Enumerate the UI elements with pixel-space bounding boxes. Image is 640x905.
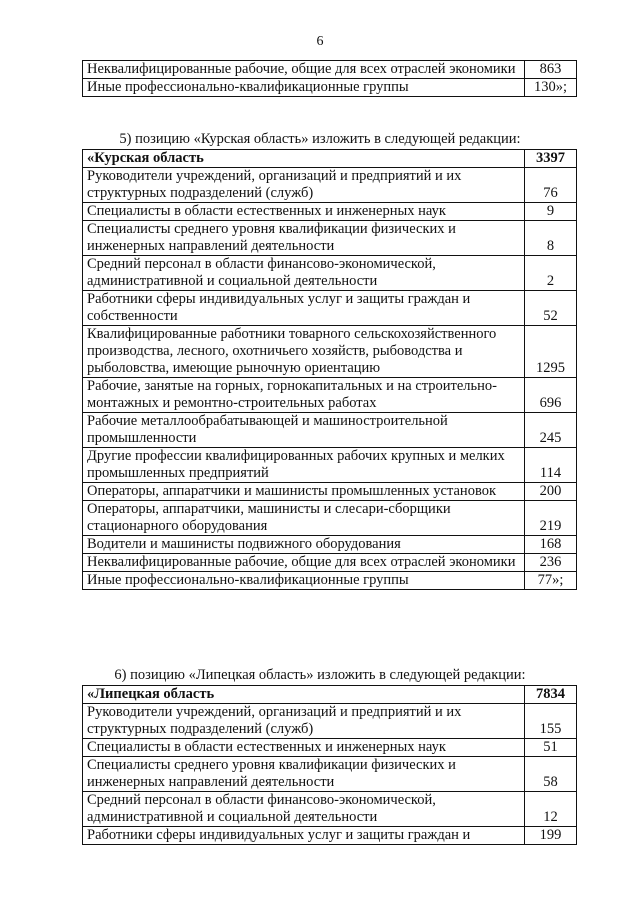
occupation-value: 199 bbox=[525, 827, 577, 845]
occupation-name: Специалисты среднего уровня квалификации физических и инженерных направлений деятельности bbox=[83, 221, 525, 256]
occupation-value: 52 bbox=[525, 291, 577, 326]
table-row bbox=[83, 256, 577, 291]
section-5-instruction: 5) позицию «Курская область» изложить в следующей редакции: bbox=[119, 131, 521, 147]
occupation-value: 863 bbox=[525, 61, 577, 79]
occupation-value: 8 bbox=[525, 221, 577, 256]
table-row bbox=[83, 203, 577, 221]
occupation-value: 77»; bbox=[525, 572, 577, 590]
occupation-value: 236 bbox=[525, 554, 577, 572]
table-row bbox=[83, 221, 577, 256]
occupation-name: Неквалифицированные рабочие, общие для всех отраслей экономики bbox=[83, 554, 525, 572]
occupation-name: Другие профессии квалифицированных рабочих крупных и мелких промышленных предприятий bbox=[83, 448, 525, 483]
table-row bbox=[83, 536, 577, 554]
table-row bbox=[83, 378, 577, 413]
table-row bbox=[83, 168, 577, 203]
occupation-name: Руководители учреждений, организаций и предприятий и их структурных подразделений (служб) bbox=[83, 168, 525, 203]
occupation-name: Иные профессионально-квалификационные группы bbox=[83, 572, 525, 590]
occupation-value: 245 bbox=[525, 413, 577, 448]
region-total: 3397 bbox=[525, 150, 577, 168]
occupation-name: Специалисты среднего уровня квалификации физических и инженерных направлений деятельности bbox=[83, 757, 525, 792]
occupation-value: 114 bbox=[525, 448, 577, 483]
occupation-name: Руководители учреждений, организаций и предприятий и их структурных подразделений (служб) bbox=[83, 704, 525, 739]
lipetsk-region-table bbox=[82, 685, 577, 845]
occupation-value: 155 bbox=[525, 704, 577, 739]
region-header-row bbox=[83, 150, 577, 168]
table-row bbox=[83, 448, 577, 483]
occupation-value: 1295 bbox=[525, 326, 577, 378]
occupation-name: Специалисты в области естественных и инженерных наук bbox=[83, 203, 525, 221]
occupation-name: Средний персонал в области финансово-экономической, административной и социальной деятельности bbox=[83, 792, 525, 827]
table-row bbox=[83, 483, 577, 501]
table-row bbox=[83, 326, 577, 378]
occupation-value: 51 bbox=[525, 739, 577, 757]
table-row bbox=[83, 704, 577, 739]
table-row bbox=[83, 61, 577, 79]
occupation-name: Водители и машинисты подвижного оборудования bbox=[83, 536, 525, 554]
occupation-name: Операторы, аппаратчики, машинисты и слесари-сборщики стационарного оборудования bbox=[83, 501, 525, 536]
occupation-value: 200 bbox=[525, 483, 577, 501]
occupation-value: 130»; bbox=[525, 79, 577, 97]
occupation-name: Работники сферы индивидуальных услуг и защиты граждан и собственности bbox=[83, 291, 525, 326]
occupation-value: 9 bbox=[525, 203, 577, 221]
occupation-name: Средний персонал в области финансово-экономической, административной и социальной деятельности bbox=[83, 256, 525, 291]
occupation-name: Операторы, аппаратчики и машинисты промышленных установок bbox=[83, 483, 525, 501]
region-header-row bbox=[83, 686, 577, 704]
occupation-value: 76 bbox=[525, 168, 577, 203]
occupation-name: Иные профессионально-квалификационные группы bbox=[83, 79, 525, 97]
occupation-name: Квалифицированные работники товарного сельскохозяйственного производства, лесного, охотничьего хозяйств, рыбоводства и рыболовства, имеющие рыночную ориентацию bbox=[83, 326, 525, 378]
kursk-region-table bbox=[82, 149, 577, 590]
occupation-name: Специалисты в области естественных и инженерных наук bbox=[83, 739, 525, 757]
occupation-name: Работники сферы индивидуальных услуг и защиты граждан и bbox=[83, 827, 525, 845]
occupation-name: Рабочие, занятые на горных, горнокапитальных и на строительно-монтажных и ремонтно-строительных работах bbox=[83, 378, 525, 413]
occupation-value: 696 bbox=[525, 378, 577, 413]
region-name: «Липецкая область bbox=[83, 686, 525, 704]
table-row bbox=[83, 757, 577, 792]
page-number: 6 bbox=[316, 34, 324, 49]
occupation-value: 58 bbox=[525, 757, 577, 792]
table-row bbox=[83, 79, 577, 97]
occupation-name: Неквалифицированные рабочие, общие для всех отраслей экономики bbox=[83, 61, 525, 79]
table-row bbox=[83, 827, 577, 845]
table-row bbox=[83, 501, 577, 536]
section-6-instruction: 6) позицию «Липецкая область» изложить в следующей редакции: bbox=[114, 667, 526, 683]
occupation-value: 219 bbox=[525, 501, 577, 536]
table-row bbox=[83, 572, 577, 590]
top-table bbox=[82, 60, 577, 97]
region-total: 7834 bbox=[525, 686, 577, 704]
table-row bbox=[83, 291, 577, 326]
region-name: «Курская область bbox=[83, 150, 525, 168]
occupation-value: 2 bbox=[525, 256, 577, 291]
table-row bbox=[83, 739, 577, 757]
occupation-value: 168 bbox=[525, 536, 577, 554]
table-row bbox=[83, 413, 577, 448]
table-row bbox=[83, 554, 577, 572]
occupation-value: 12 bbox=[525, 792, 577, 827]
table-row bbox=[83, 792, 577, 827]
occupation-name: Рабочие металлообрабатывающей и машиностроительной промышленности bbox=[83, 413, 525, 448]
